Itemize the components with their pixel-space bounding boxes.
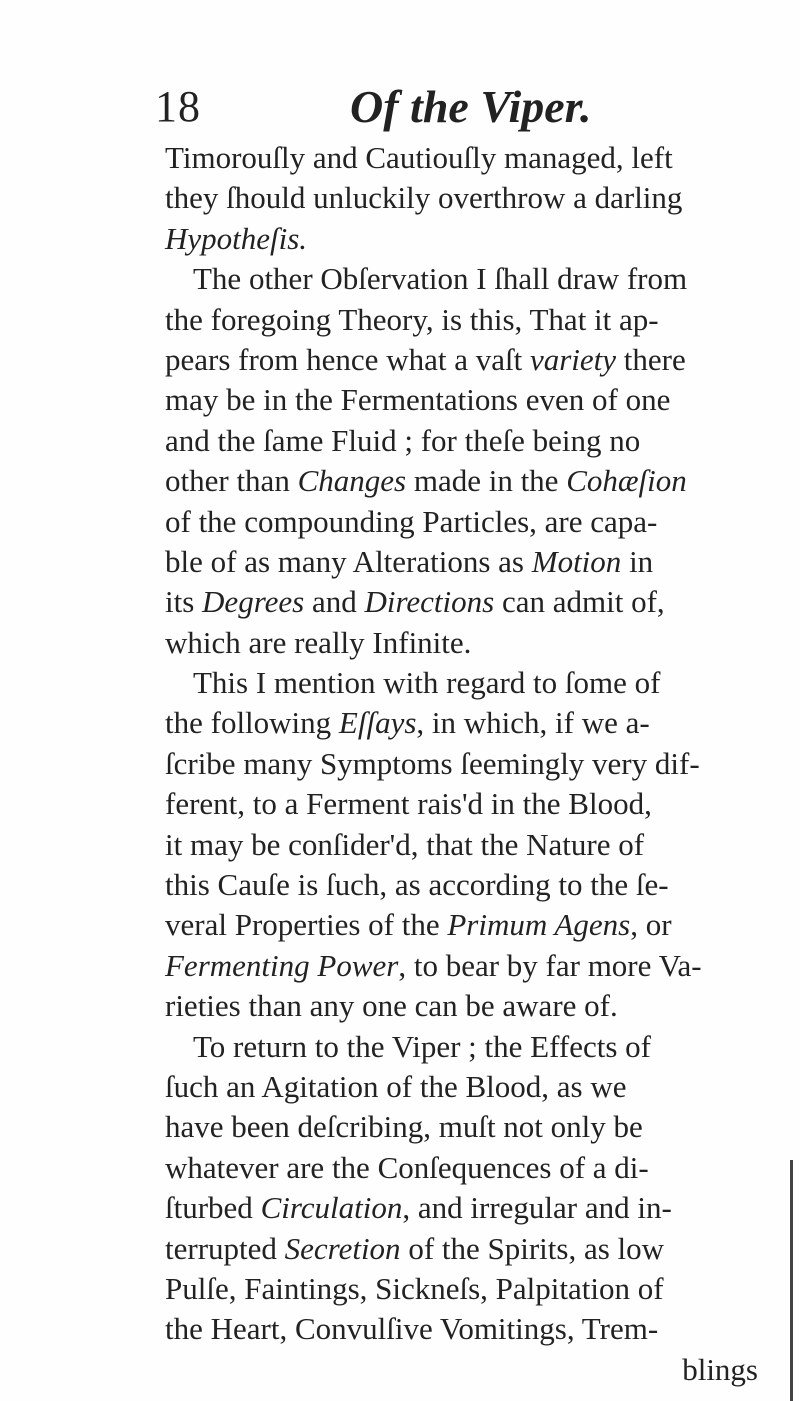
- italic-phrase: Eſſays: [338, 705, 417, 741]
- text-line: [165, 502, 790, 542]
- text-run: , in which, if we a-: [416, 705, 650, 741]
- text-run: This I mention with regard to ſome of: [193, 665, 661, 701]
- text-run: , to bear by far more Va-: [398, 947, 702, 983]
- text-run: they ſhould unluckily overthrow a darling: [165, 180, 683, 216]
- text-run: ſturbed: [165, 1190, 261, 1226]
- text-line: [165, 623, 790, 663]
- text-run: which are really Infinite.: [165, 624, 472, 660]
- text-run: the foregoing Theory, is this, That it ap-: [165, 301, 659, 337]
- italic-phrase: Circulation: [260, 1190, 403, 1226]
- text-run: The other Obſervation I ſhall draw from: [193, 261, 688, 297]
- text-run: other than: [165, 463, 298, 499]
- text-run: ſuch an Agitation of the Blood, as we: [165, 1068, 627, 1104]
- text-run: made in the: [406, 463, 567, 499]
- catchword: blings: [682, 1351, 758, 1387]
- text-line: [165, 946, 790, 986]
- text-line: [165, 1229, 790, 1269]
- text-line: [165, 300, 790, 340]
- text-run: ferent, to a Ferment rais'd in the Blood,: [165, 786, 652, 822]
- text-line: [165, 1067, 790, 1107]
- italic-phrase: Primum Agens: [447, 907, 631, 943]
- text-line: [165, 663, 790, 703]
- italic-phrase: Cohæſion: [566, 463, 687, 499]
- text-line: [165, 421, 790, 461]
- italic-phrase: Degrees: [202, 584, 305, 620]
- text-run: and: [304, 584, 365, 620]
- text-line: [165, 825, 790, 865]
- text-line: [165, 340, 790, 380]
- text-run: and the ſame Fluid ; for theſe being no: [165, 422, 641, 458]
- text-line: [165, 582, 790, 622]
- text-line: [165, 1027, 790, 1067]
- text-run: pears from hence what a vaſt: [165, 341, 530, 377]
- text-run: there: [616, 341, 686, 377]
- text-run: , or: [630, 907, 672, 943]
- text-run: may be in the Fermentations even of one: [165, 382, 671, 418]
- italic-phrase: Fermenting Power: [165, 947, 399, 983]
- text-line: [165, 744, 790, 784]
- text-line: [165, 542, 790, 582]
- text-line: [165, 138, 790, 178]
- text-line: [165, 178, 790, 218]
- text-run: ble of as many Alterations as: [165, 543, 532, 579]
- italic-phrase: Hypotheſis.: [165, 220, 308, 256]
- text-run: Pulſe, Faintings, Sickneſs, Palpitation of: [165, 1270, 664, 1306]
- text-line: [165, 219, 790, 259]
- page-edge-shadow: [790, 1160, 793, 1401]
- text-run: of the compounding Particles, are capa-: [165, 503, 658, 539]
- text-run: the following: [165, 705, 339, 741]
- text-run: the Heart, Convulſive Vomitings, Trem-: [165, 1311, 659, 1347]
- text-run: veral Properties of the: [165, 907, 448, 943]
- page-number: 18: [155, 82, 201, 131]
- text-run: it may be conſider'd, that the Nature of: [165, 826, 645, 862]
- text-run: can admit of,: [494, 584, 665, 620]
- text-line: [165, 703, 790, 743]
- text-line: [165, 259, 790, 299]
- text-line: [165, 380, 790, 420]
- text-run: terrupted: [165, 1230, 285, 1266]
- text-run: , and irregular and in-: [402, 1190, 672, 1226]
- text-run: Timorouſly and Cautiouſly managed, left: [165, 140, 673, 175]
- text-line: [165, 986, 790, 1026]
- text-line: [165, 905, 790, 945]
- text-line: [165, 461, 790, 501]
- text-run: whatever are the Conſequences of a di-: [165, 1149, 649, 1185]
- page-header: [155, 82, 715, 132]
- text-line: [165, 1309, 790, 1349]
- text-run: rieties than any one can be aware of.: [165, 988, 618, 1024]
- running-head: Of the Viper.: [350, 81, 592, 132]
- italic-phrase: Motion: [531, 543, 622, 579]
- text-line: [165, 1188, 790, 1228]
- italic-phrase: Changes: [297, 463, 407, 499]
- text-line: [165, 1148, 790, 1188]
- text-run: have been deſcribing, muſt not only be: [165, 1109, 643, 1145]
- text-line: [165, 784, 790, 824]
- text-run: its: [165, 584, 203, 620]
- text-run: in: [621, 543, 654, 579]
- text-line: [165, 1269, 790, 1309]
- text-run: ſcribe many Symptoms ſeemingly very dif-: [165, 745, 700, 781]
- italic-phrase: Secretion: [284, 1230, 401, 1266]
- text-line: [165, 1107, 790, 1147]
- body-text: [165, 138, 790, 1390]
- italic-phrase: Directions: [364, 584, 495, 620]
- text-run: this Cauſe is ſuch, as according to the ſe-: [165, 867, 669, 903]
- text-run: of the Spirits, as low: [400, 1230, 665, 1266]
- italic-phrase: variety: [529, 341, 617, 377]
- text-run: To return to the Viper ; the Effects of: [193, 1028, 651, 1064]
- text-line: [165, 865, 790, 905]
